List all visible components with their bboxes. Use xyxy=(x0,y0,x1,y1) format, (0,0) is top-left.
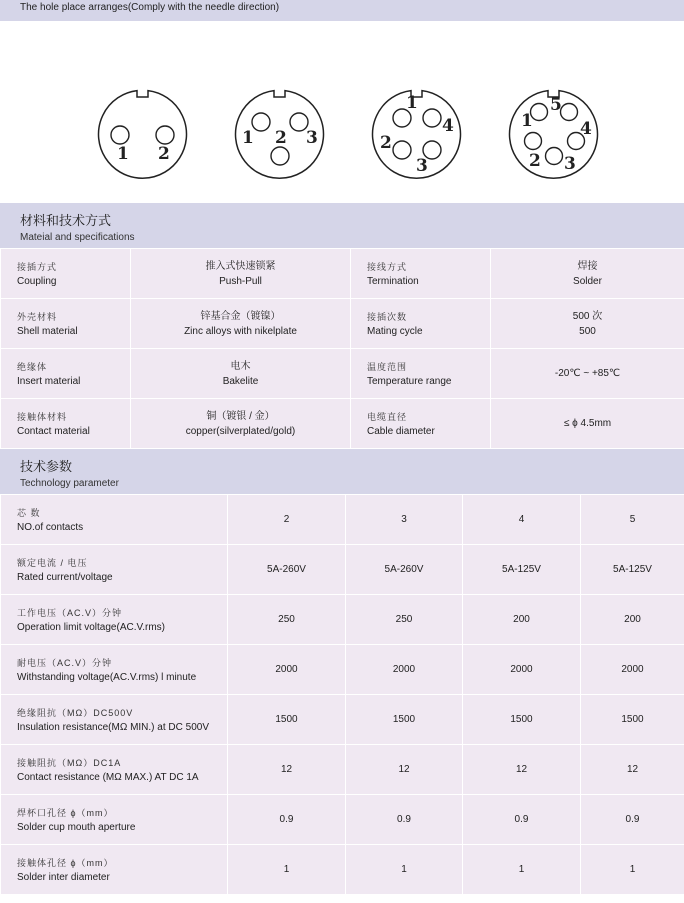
param-value: 1500 xyxy=(346,695,463,745)
connector-5-pin-outline xyxy=(508,89,599,180)
param-value: 0.9 xyxy=(228,795,346,845)
param-value: 5A-125V xyxy=(581,545,684,595)
param-value: 12 xyxy=(581,745,684,795)
spec-value: ≤ ϕ 4.5mm xyxy=(491,399,684,449)
pin-label: 2 xyxy=(529,151,541,171)
pin-label: 1 xyxy=(406,93,418,113)
pin-layout-diagrams xyxy=(0,21,684,203)
pin-label: 3 xyxy=(416,156,428,176)
table-row xyxy=(1,495,684,545)
technology-table xyxy=(0,494,684,895)
param-value: 0.9 xyxy=(346,795,463,845)
pin-hole xyxy=(531,104,548,121)
pin-label: 2 xyxy=(380,133,392,153)
pin-hole xyxy=(156,126,174,144)
spec-label: 接插方式 Coupling xyxy=(1,249,131,299)
spec-value: 推入式快速锁紧 Push-Pull xyxy=(131,249,351,299)
materials-table xyxy=(0,248,684,449)
param-value: 5A-125V xyxy=(463,545,581,595)
connector-2-pin-diagram xyxy=(97,89,188,180)
materials-title-zh: 材料和技术方式 xyxy=(20,213,112,228)
hole-arrangement-note: The hole place arranges(Comply with the needle direction) xyxy=(0,0,684,21)
pin-label: 3 xyxy=(306,128,318,148)
spec-label: 外壳材料 Shell material xyxy=(1,299,131,349)
pin-hole xyxy=(393,141,411,159)
param-value: 200 xyxy=(463,595,581,645)
pin-label: 5 xyxy=(550,95,562,115)
pin-label: 1 xyxy=(521,111,533,131)
param-value: 1500 xyxy=(228,695,346,745)
table-row xyxy=(1,645,684,695)
param-value: 0.9 xyxy=(463,795,581,845)
param-value: 250 xyxy=(346,595,463,645)
spec-value: 500 次 500 xyxy=(491,299,684,349)
technology-title-zh: 技术参数 xyxy=(20,459,73,474)
connector-3-pin-outline xyxy=(234,89,325,180)
param-value: 1 xyxy=(228,845,346,895)
param-value: 250 xyxy=(228,595,346,645)
param-value: 2 xyxy=(228,495,346,545)
param-value: 1500 xyxy=(463,695,581,745)
spec-label: 电缆直径 Cable diameter xyxy=(351,399,491,449)
param-value: 0.9 xyxy=(581,795,684,845)
param-value: 3 xyxy=(346,495,463,545)
table-row xyxy=(1,795,684,845)
connector-4-pin-outline xyxy=(371,89,462,180)
pin-label: 1 xyxy=(242,128,254,148)
connector-5-pin-diagram xyxy=(508,89,599,180)
connector-3-pin-diagram xyxy=(234,89,325,180)
param-value: 1 xyxy=(463,845,581,895)
param-label: 焊杯口孔径 ϕ（mm） Solder cup mouth aperture xyxy=(1,795,228,845)
technology-title-en: Technology parameter xyxy=(20,478,119,489)
param-value: 5A-260V xyxy=(228,545,346,595)
table-row xyxy=(1,745,684,795)
table-row xyxy=(1,299,684,349)
pin-hole xyxy=(561,104,578,121)
param-value: 5 xyxy=(581,495,684,545)
table-row xyxy=(1,545,684,595)
param-value: 1 xyxy=(581,845,684,895)
param-value: 1 xyxy=(346,845,463,895)
materials-title-en: Mateial and specifications xyxy=(20,232,135,243)
spec-label: 接插次数 Mating cycle xyxy=(351,299,491,349)
pin-hole xyxy=(546,148,563,165)
param-label: 接触体孔径 ϕ（mm） Solder inter diameter xyxy=(1,845,228,895)
table-row xyxy=(1,349,684,399)
pin-hole xyxy=(252,113,270,131)
spec-label: 接触体材料 Contact material xyxy=(1,399,131,449)
materials-section-header xyxy=(0,203,684,248)
param-label: 芯 数 NO.of contacts xyxy=(1,495,228,545)
pin-hole xyxy=(423,109,441,127)
param-value: 1500 xyxy=(581,695,684,745)
param-value: 12 xyxy=(463,745,581,795)
spec-value: 铜（镀银 / 金） copper(silverplated/gold) xyxy=(131,399,351,449)
table-row xyxy=(1,595,684,645)
param-value: 200 xyxy=(581,595,684,645)
connector-2-pin-outline xyxy=(97,89,188,180)
param-label: 工作电压（AC.V）分钟 Operation limit voltage(AC.V.rms) xyxy=(1,595,228,645)
param-value: 2000 xyxy=(581,645,684,695)
param-value: 12 xyxy=(228,745,346,795)
param-label: 接触阻抗（MΩ）DC1A Contact resistance (MΩ MAX.) AT DC 1A xyxy=(1,745,228,795)
param-value: 2000 xyxy=(228,645,346,695)
param-value: 5A-260V xyxy=(346,545,463,595)
param-value: 4 xyxy=(463,495,581,545)
spec-label: 温度范围 Temperature range xyxy=(351,349,491,399)
pin-label: 1 xyxy=(117,144,129,164)
param-label: 耐电压（AC.V）分钟 Withstanding voltage(AC.V.rms) l minute xyxy=(1,645,228,695)
param-value: 12 xyxy=(346,745,463,795)
pin-label: 4 xyxy=(442,116,454,136)
connector-4-pin-diagram xyxy=(371,89,462,180)
table-row xyxy=(1,399,684,449)
pin-label: 2 xyxy=(158,144,170,164)
pin-label: 2 xyxy=(275,128,287,148)
spec-value: 电木 Bakelite xyxy=(131,349,351,399)
spec-value: 焊接 Solder xyxy=(491,249,684,299)
spec-value: 锌基合金（镀镍） Zinc alloys with nikelplate xyxy=(131,299,351,349)
table-row xyxy=(1,249,684,299)
param-label: 绝缘阻抗（MΩ）DC500V Insulation resistance(MΩ MIN.) at DC 500V xyxy=(1,695,228,745)
pin-hole xyxy=(111,126,129,144)
spec-value: -20℃ ~ +85℃ xyxy=(491,349,684,399)
table-row xyxy=(1,845,684,895)
pin-hole xyxy=(525,133,542,150)
pin-label: 3 xyxy=(564,154,576,174)
pin-label: 4 xyxy=(580,119,592,139)
spec-label: 接线方式 Termination xyxy=(351,249,491,299)
technology-section-header xyxy=(0,449,684,494)
spec-label: 绝缘体 Insert material xyxy=(1,349,131,399)
param-label: 额定电流 / 电压 Rated current/voltage xyxy=(1,545,228,595)
param-value: 2000 xyxy=(463,645,581,695)
table-row xyxy=(1,695,684,745)
param-value: 2000 xyxy=(346,645,463,695)
pin-hole xyxy=(271,147,289,165)
